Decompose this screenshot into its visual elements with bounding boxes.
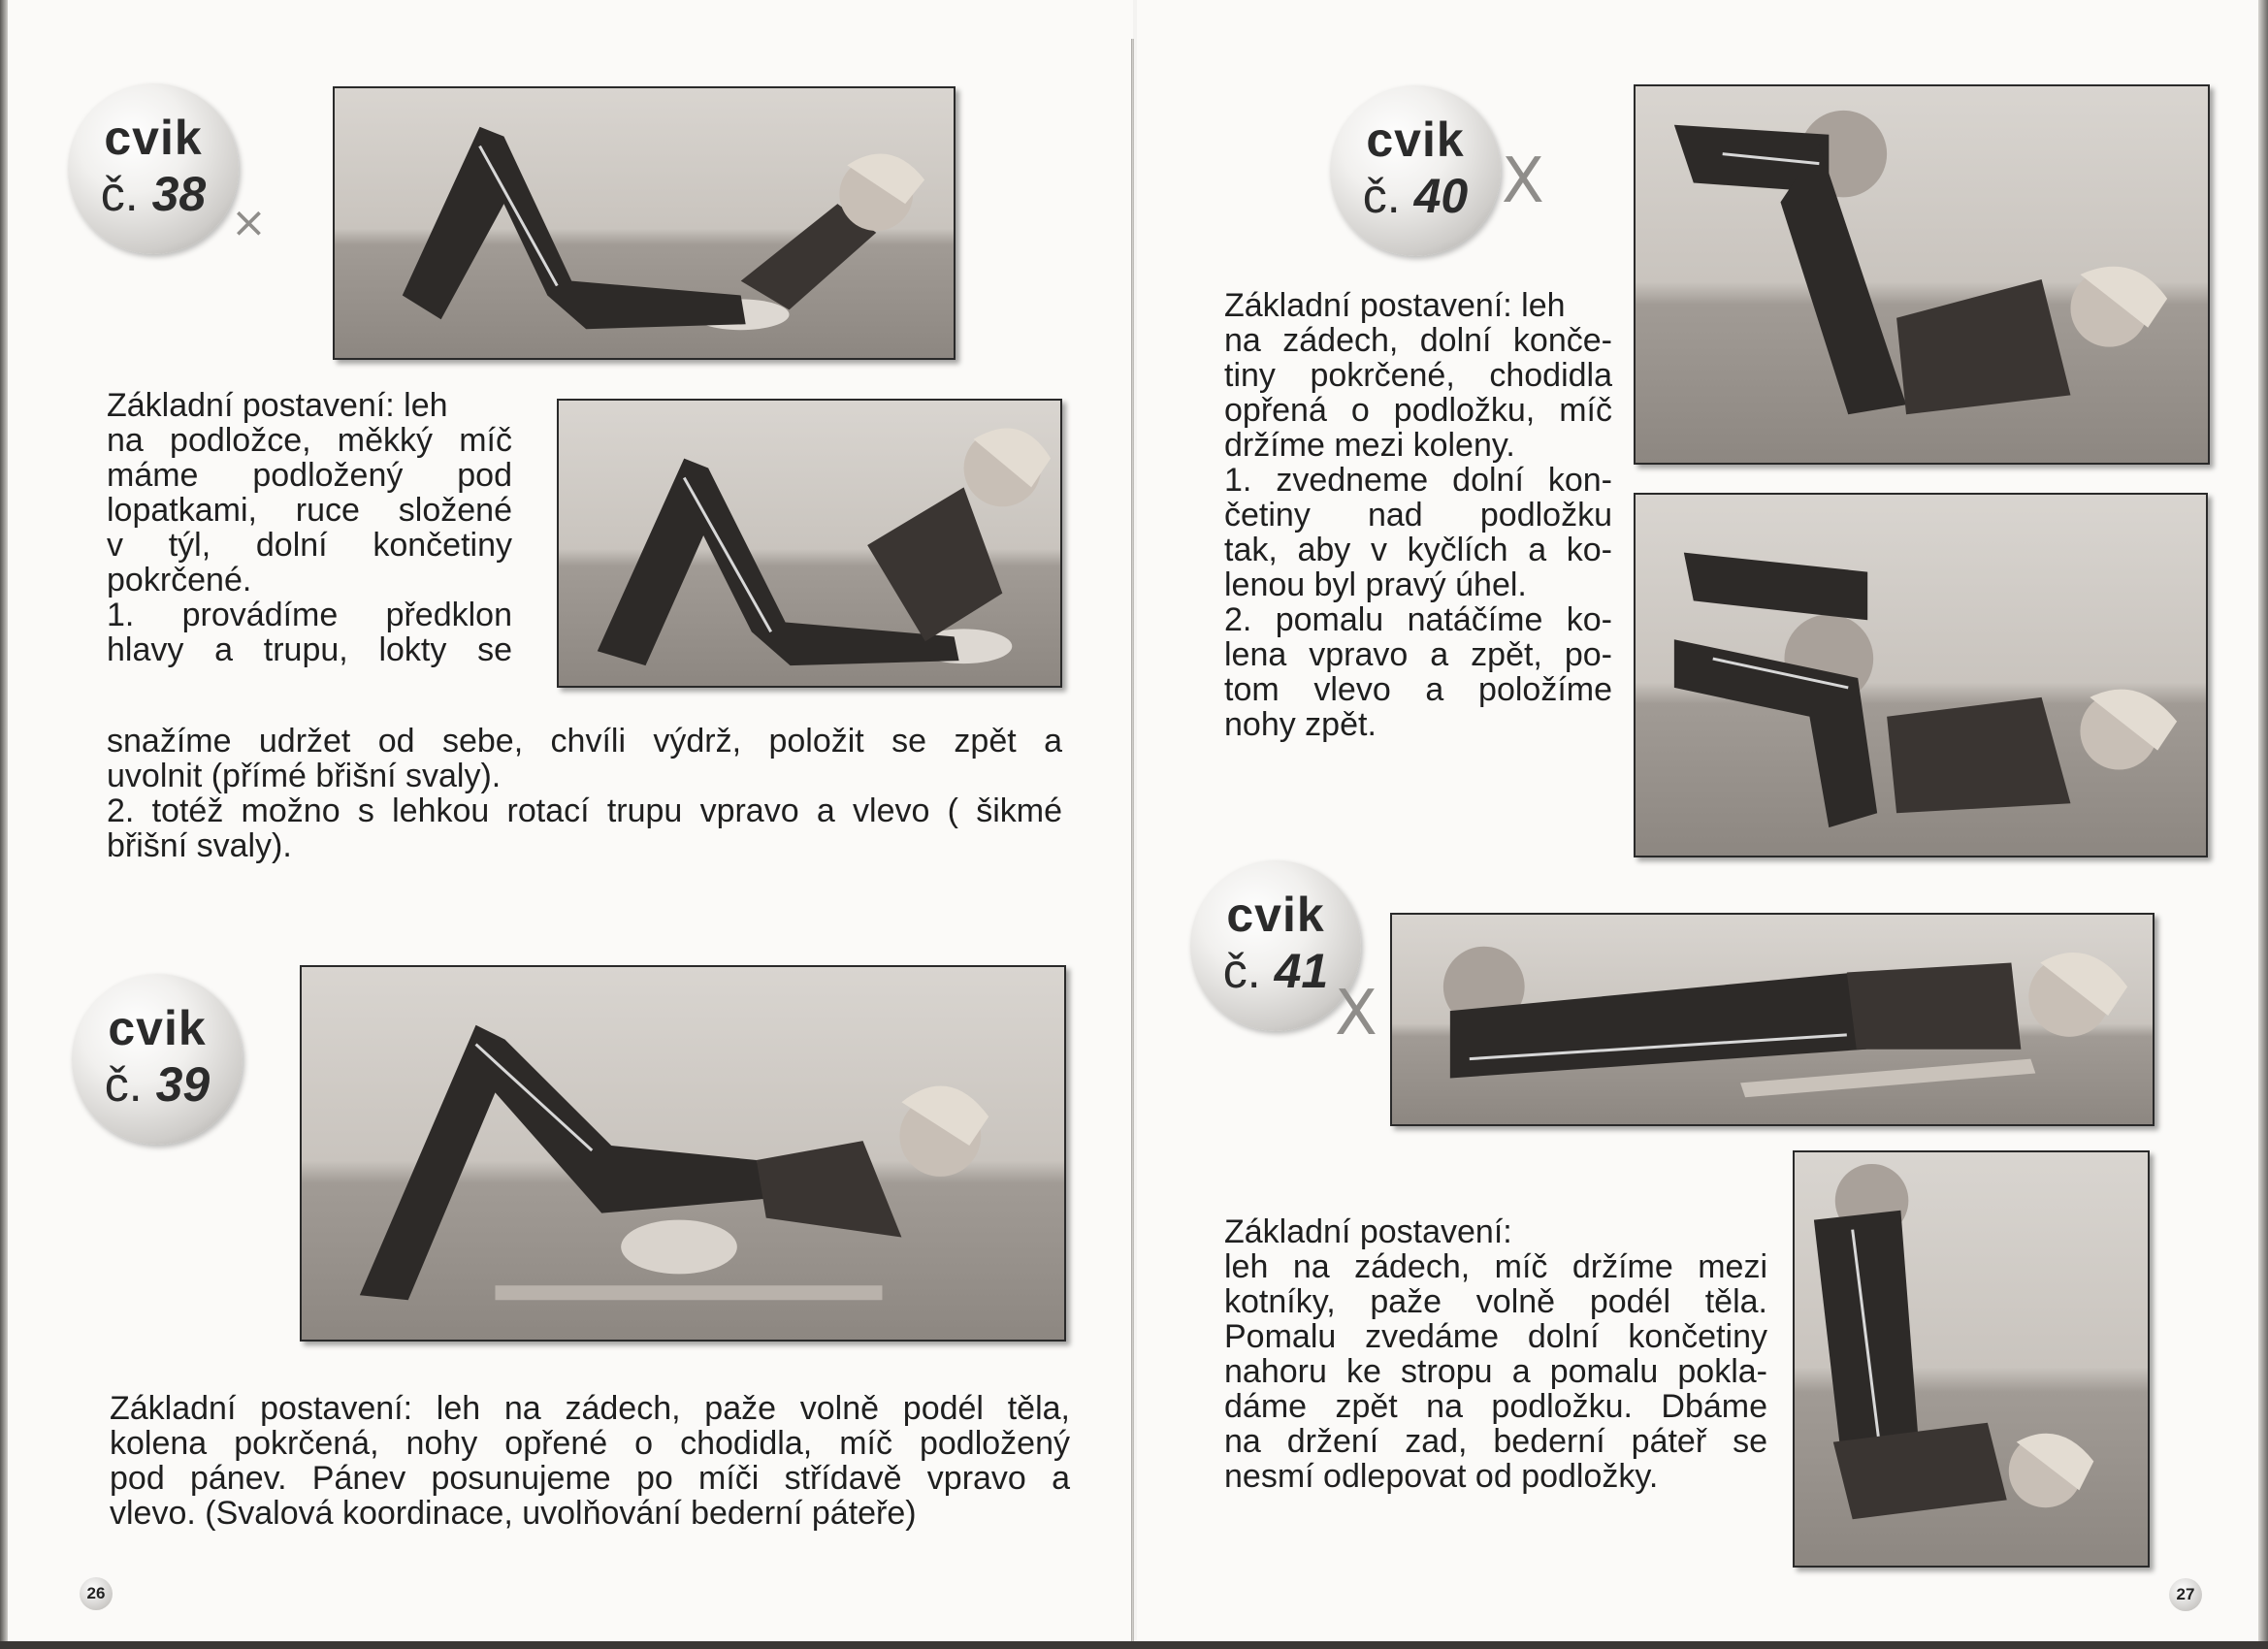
- checked-mark-41: X: [1335, 978, 1377, 1050]
- badge-number-line: [68, 167, 239, 221]
- text-line: na podložce, měkký míč: [107, 422, 512, 459]
- badge-prefix: č.: [100, 167, 139, 221]
- book-spine: [1131, 39, 1134, 1649]
- text-line: držíme mezi koleny.: [1224, 427, 1515, 464]
- badge-number: 40: [1413, 169, 1469, 223]
- text-line: Pomalu zvedáme dolní končetiny: [1224, 1318, 1767, 1355]
- exercise-text-40: [1224, 288, 1612, 742]
- badge-prefix: č.: [1222, 944, 1261, 998]
- exercise-badge-38: [68, 83, 239, 254]
- text-line: tom vlevo a položíme: [1224, 671, 1612, 708]
- text-line: leh na zádech, míč držíme mezi: [1224, 1248, 1767, 1285]
- exercise-text-38-bottom: [107, 724, 1062, 863]
- exercise-text-39: [110, 1391, 1070, 1531]
- text-line: břišní svaly).: [107, 827, 292, 864]
- text-line: 2. pomalu natáčíme ko-: [1224, 601, 1612, 638]
- text-line: pokrčené.: [107, 562, 252, 598]
- text-line: snažíme udržet od sebe, chvíli výdrž, položit se zpět a: [107, 723, 1062, 760]
- text-line: v týl, dolní končetiny: [107, 527, 512, 564]
- exercise-photo-38b: [557, 399, 1062, 688]
- text-line: kotníky, paže volně podél těla.: [1224, 1283, 1767, 1320]
- page-edge: [0, 0, 8, 1649]
- exercise-badge-40: [1330, 85, 1501, 256]
- badge-number: 39: [155, 1057, 211, 1112]
- text-line: Základní postavení:: [1224, 1213, 1512, 1250]
- exercise-badge-39: [72, 974, 243, 1145]
- text-line: vlevo. (Svalová koordinace, uvolňování bederní páteře): [110, 1495, 917, 1532]
- badge-prefix: č.: [1362, 169, 1401, 223]
- badge-number-line: [72, 1057, 243, 1112]
- text-line: dáme zpět na podložku. Dbáme: [1224, 1388, 1767, 1425]
- page-number-right: 27: [2169, 1578, 2202, 1611]
- text-line: Základní postavení: leh: [1224, 287, 1566, 324]
- page-edge-right: [2258, 0, 2268, 1649]
- text-line: Základní postavení: leh: [107, 387, 448, 424]
- badge-number: 41: [1274, 944, 1329, 998]
- page-number-left: 26: [80, 1577, 113, 1610]
- page-edge-bottom: [0, 1641, 2268, 1649]
- exercise-photo-41a: [1390, 913, 2155, 1126]
- exercise-text-41: [1224, 1214, 1767, 1494]
- badge-prefix: č.: [104, 1057, 143, 1112]
- exercise-photo-40b: [1634, 493, 2208, 857]
- text-line: Základní postavení: leh na zádech, paže volně podél těla,: [110, 1390, 1070, 1427]
- text-line: na držení zad, bederní páteř se: [1224, 1423, 1767, 1460]
- exercise-photo-40a: [1634, 84, 2210, 465]
- text-line: lenou byl pravý úhel.: [1224, 566, 1527, 603]
- badge-word: cvik: [104, 111, 203, 165]
- checked-mark-38: ×: [231, 198, 267, 247]
- text-line: hlavy a trupu, lokty se: [107, 631, 512, 668]
- badge-number-line: [1330, 169, 1501, 223]
- text-line: kolena pokrčená, nohy opřené o chodidla, míč podložený: [110, 1425, 1070, 1462]
- badge-word: cvik: [1366, 113, 1465, 167]
- text-line: lena vpravo a zpět, po-: [1224, 636, 1612, 673]
- text-line: tiny pokrčené, chodidla: [1224, 357, 1612, 394]
- exercise-photo-39: [300, 965, 1066, 1342]
- exercise-photo-41b: [1793, 1150, 2150, 1568]
- badge-word: cvik: [108, 1001, 207, 1055]
- text-line: opřená o podložku, míč: [1224, 392, 1612, 429]
- text-line: četiny nad podložku: [1224, 497, 1612, 534]
- checked-mark-40: X: [1502, 146, 1544, 217]
- text-line: uvolnit (přímé břišní svaly).: [107, 758, 502, 794]
- badge-word: cvik: [1226, 888, 1325, 942]
- text-line: tak, aby v kyčlích a ko-: [1224, 532, 1612, 568]
- text-line: 2. totéž možno s lehkou rotací trupu vpravo a vlevo ( šikmé: [107, 792, 1062, 829]
- text-line: 1. zvedneme dolní kon-: [1224, 462, 1612, 499]
- text-line: pod pánev. Pánev posunujeme po míči střídavě vpravo a: [110, 1460, 1070, 1497]
- exercise-text-38-top: [107, 388, 512, 667]
- text-line: 1. provádíme předklon: [107, 597, 512, 633]
- exercise-photo-38a: [333, 86, 956, 360]
- text-line: lopatkami, ruce složené: [107, 492, 512, 529]
- text-line: nohy zpět.: [1224, 706, 1377, 743]
- text-line: máme podložený pod: [107, 457, 512, 494]
- text-line: na zádech, dolní konče-: [1224, 322, 1612, 359]
- badge-number: 38: [151, 167, 207, 221]
- text-line: nahoru ke stropu a pomalu pokla-: [1224, 1353, 1767, 1390]
- text-line: nesmí odlepovat od podložky.: [1224, 1458, 1659, 1495]
